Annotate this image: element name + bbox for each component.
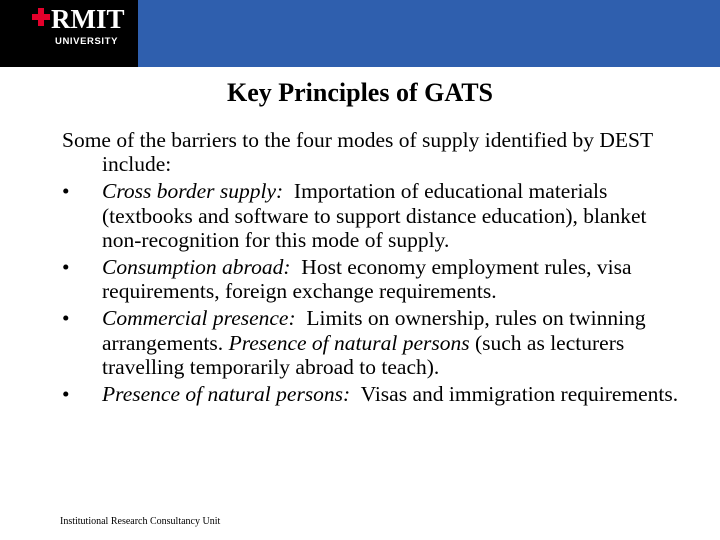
bullet-item	[62, 179, 682, 252]
bullet-label: Cross border supply:	[102, 179, 284, 204]
bullet-text: Visas and immigration requirements.	[360, 382, 679, 407]
bullet-item	[62, 255, 682, 303]
bullet-item	[62, 382, 682, 406]
rmit-logo	[0, 0, 138, 67]
bullet-item	[62, 306, 682, 379]
bullet-label: Commercial presence:	[102, 306, 296, 331]
bullet-mark: •	[62, 306, 70, 331]
slide-title: Key Principles of GATS	[226, 78, 493, 107]
bullet-mark: •	[62, 382, 70, 407]
logo-name: RMIT	[51, 4, 125, 34]
logo-subtitle: UNIVERSITY	[55, 36, 119, 47]
bullet-mark: •	[62, 179, 70, 204]
bullet-label: Presence of natural persons:	[102, 382, 351, 407]
rmit-pixel-icon	[32, 8, 50, 26]
intro-text: Some of the barriers to the four modes of supply identified by DEST include:	[62, 128, 653, 177]
bullet-text-secondary: (such as lecturers travelling temporarily abroad to teach).	[102, 330, 625, 379]
slide-body	[62, 128, 682, 406]
bullet-text: Host economy employment rules, visa requirements, foreign exchange requirements.	[102, 255, 632, 304]
bullet-text: Limits on ownership, rules on twinning arrangements.	[102, 306, 646, 355]
bullet-text: Importation of educational materials (textbooks and software to support distance education), blanket non-recognition for this mode of supply.	[102, 179, 647, 252]
bullet-mark: •	[62, 255, 70, 280]
footer-text: Institutional Research Consultancy Unit	[60, 516, 221, 527]
bullet-label-secondary: Presence of natural persons	[228, 330, 470, 355]
bullet-label: Consumption abroad:	[102, 255, 291, 280]
